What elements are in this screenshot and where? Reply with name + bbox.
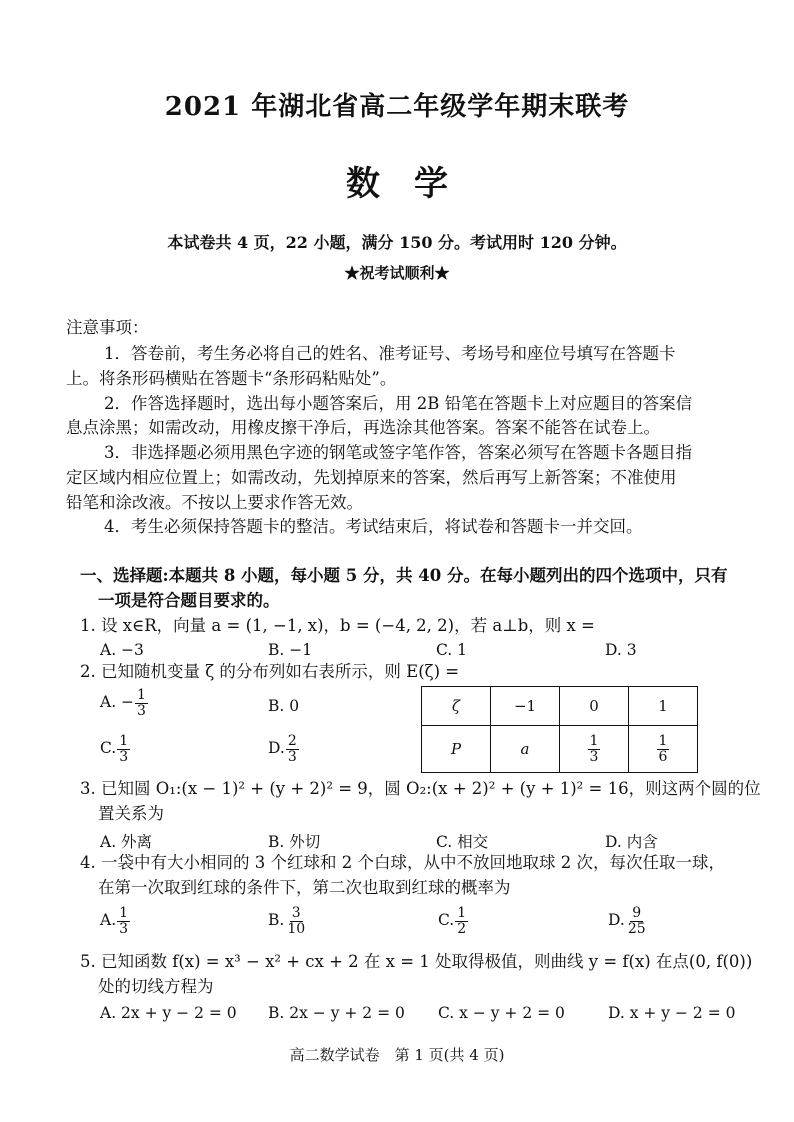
section-heading-cont: 一项是符合题目要求的。 <box>98 591 280 610</box>
fraction: $\frac{1}{3}$ <box>119 733 129 765</box>
fraction: $\frac{1}{6}$ <box>658 732 668 765</box>
distribution-table <box>421 686 698 773</box>
table-row <box>422 687 698 726</box>
q2-option-d: D. $\frac{2}{3}$ <box>268 733 297 765</box>
notice-line: 4．考生必须保持答题卡的整洁。考试结束后，将试卷和答题卡一并交回。 <box>104 517 643 536</box>
table-cell: 1 <box>629 687 698 726</box>
q3-option-d: D. 内含 <box>605 833 658 851</box>
question-2-stem: 2. 已知随机变量 ζ 的分布列如右表所示，则 E(ζ) = <box>80 662 460 681</box>
notice-line: 3．非选择题必须用黑色字迹的钢笔或签字笔作答，答案必须写在答题卡各题目指 <box>104 443 692 462</box>
q5-option-b: B. 2x − y + 2 = 0 <box>268 1004 405 1022</box>
exam-wish: ★祝考试顺利★ <box>344 264 450 282</box>
q4-option-b: B. $\frac{3}{10}$ <box>268 905 306 937</box>
q2-option-a: A. − $\frac{1}{3}$ <box>100 687 146 719</box>
q1-option-a: A. −3 <box>100 641 144 659</box>
q3-option-b: B. 外切 <box>268 833 321 851</box>
q1-option-b: B. −1 <box>268 641 313 659</box>
notice-line: 上。将条形码横贴在答题卡“条形码粘贴处”。 <box>66 369 397 388</box>
q5-option-a: A. 2x + y − 2 = 0 <box>100 1004 237 1022</box>
table-row <box>422 726 698 773</box>
notice-line: 铅笔和涂改液。不按以上要求作答无效。 <box>66 493 363 512</box>
notice-line: 1．答卷前，考生务必将自己的姓名、准考证号、考场号和座位号填写在答题卡 <box>104 344 676 363</box>
q4-option-c: C. $\frac{1}{2}$ <box>438 905 467 937</box>
exam-info: 本试卷共 4 页，22 小题，满分 150 分。考试用时 120 分钟。 <box>167 233 627 252</box>
q1-option-d: D. 3 <box>605 641 637 659</box>
table-cell <box>560 726 629 773</box>
fraction: $\frac{1}{3}$ <box>119 905 129 937</box>
notice-line: 2．作答选择题时，选出每小题答案后，用 2B 铅笔在答题卡上对应题目的答案信 <box>104 394 693 413</box>
fraction: $\frac{1}{3}$ <box>137 687 146 719</box>
q5-option-c: C. x − y + 2 = 0 <box>438 1004 565 1022</box>
notice-heading: 注意事项： <box>66 318 149 337</box>
q3-option-c: C. 相交 <box>436 833 489 851</box>
question-5-stem-cont: 处的切线方程为 <box>98 977 214 996</box>
fraction: $\frac{1}{2}$ <box>457 905 467 937</box>
table-cell: 0 <box>560 687 629 726</box>
question-3-stem-cont: 置关系为 <box>98 804 164 823</box>
question-3-stem: 3. 已知圆 O₁:(x − 1)² + (y + 2)² = 9，圆 O₂:(x + 2)² + (y + 1)² = 16，则这两个圆的位 <box>80 779 761 798</box>
question-4-stem: 4. 一袋中有大小相同的 3 个红球和 2 个白球，从中不放回地取球 2 次，每次任取一球， <box>80 853 725 872</box>
notice-line: 息点涂黑；如需改动，用橡皮擦干净后，再选涂其他答案。答案不能答在试卷上。 <box>66 418 660 437</box>
notice-line: 定区域内相应位置上；如需改动，先划掉原来的答案，然后再写上新答案；不准使用 <box>66 468 677 487</box>
q1-option-c: C. 1 <box>436 641 468 659</box>
table-cell: P <box>422 726 491 773</box>
q4-option-d: D. $\frac{9}{25}$ <box>608 905 646 937</box>
question-5-stem: 5. 已知函数 f(x) = x³ − x² + cx + 2 在 x = 1 处取得极值，则曲线 y = f(x) 在点(0, f(0)) <box>80 952 753 971</box>
q4-option-a: A. $\frac{1}{3}$ <box>100 905 129 937</box>
table-cell: a <box>491 726 560 773</box>
fraction: $\frac{1}{3}$ <box>589 732 599 765</box>
q2-option-c: C. $\frac{1}{3}$ <box>100 733 129 765</box>
q5-option-d: D. x + y − 2 = 0 <box>608 1004 736 1022</box>
table-cell: ζ <box>422 687 491 726</box>
table-cell <box>629 726 698 773</box>
table-cell: −1 <box>491 687 560 726</box>
q2-option-b: B. 0 <box>268 697 300 715</box>
question-1-stem: 1. 设 x∈R，向量 a = (1, −1, x)，b = (−4, 2, 2)，若 a⊥b，则 x = <box>80 616 595 635</box>
exam-title: 2021 年湖北省高二年级学年期末联考 <box>164 92 630 122</box>
question-4-stem-cont: 在第一次取到红球的条件下，第二次也取到红球的概率为 <box>98 878 511 897</box>
subject-title: 数学 <box>346 164 482 204</box>
fraction: $\frac{2}{3}$ <box>287 733 297 765</box>
page-footer: 高二数学试卷 第 1 页(共 4 页) <box>289 1046 505 1064</box>
q3-option-a: A. 外离 <box>100 833 153 851</box>
section-heading: 一、选择题:本题共 8 小题，每小题 5 分，共 40 分。在每小题列出的四个选项中，只有 <box>80 566 728 585</box>
fraction: $\frac{9}{25}$ <box>627 905 646 937</box>
fraction: $\frac{3}{10}$ <box>287 905 306 937</box>
